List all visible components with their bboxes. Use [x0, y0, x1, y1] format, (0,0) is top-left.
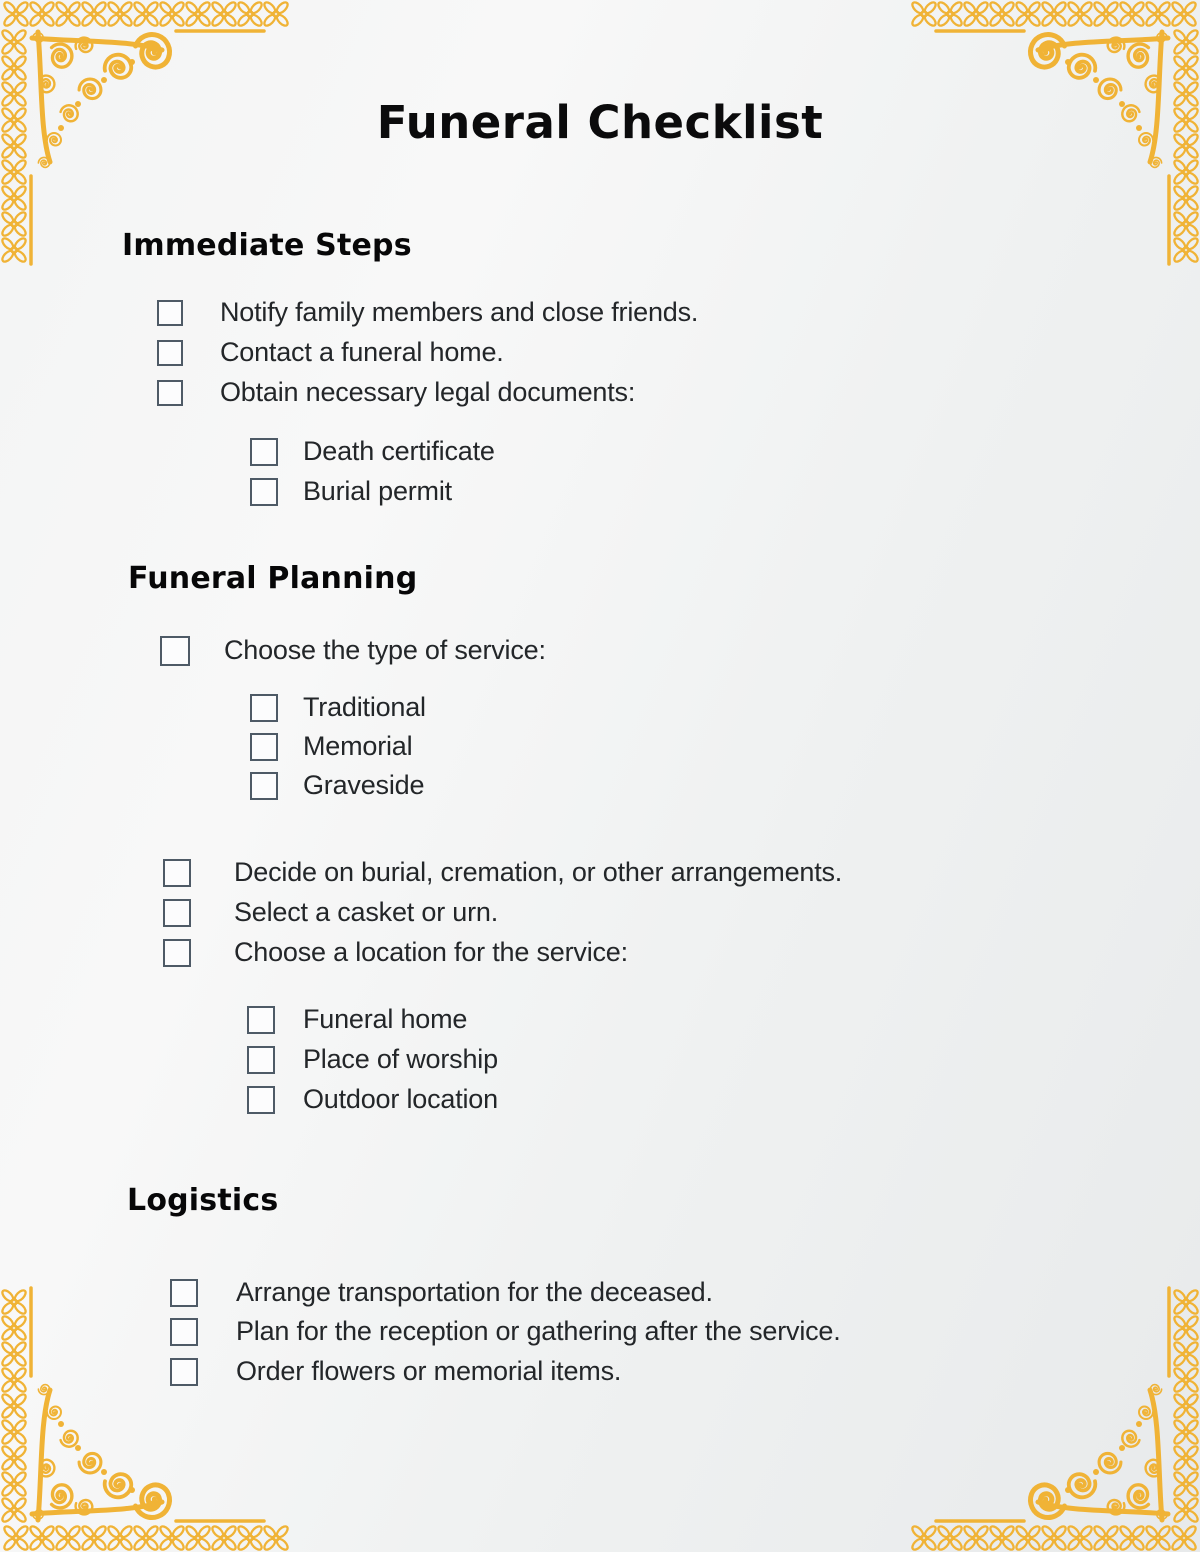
checklist-subitem-label: Burial permit [303, 476, 452, 506]
checklist-subitem-label: Traditional [303, 692, 426, 722]
corner-ornament-bottom-right-icon [820, 1172, 1200, 1552]
checklist-subrow [247, 1085, 498, 1115]
checkbox[interactable] [250, 438, 278, 466]
checkbox[interactable] [170, 1318, 198, 1346]
checklist-row [157, 378, 635, 408]
checkbox[interactable] [163, 939, 191, 967]
checkbox[interactable] [247, 1046, 275, 1074]
section-heading-funeral-planning: Funeral Planning [128, 561, 418, 596]
checklist-subitem-label: Graveside [303, 770, 425, 800]
checkbox[interactable] [247, 1006, 275, 1034]
checkbox[interactable] [160, 636, 190, 666]
checkbox[interactable] [250, 772, 278, 800]
checklist-row [160, 636, 546, 666]
checklist-subitem-label: Memorial [303, 731, 413, 761]
checklist-subrow [247, 1005, 467, 1035]
checkbox[interactable] [250, 733, 278, 761]
checklist-item-label: Arrange transportation for the deceased. [236, 1277, 713, 1307]
checklist-row [157, 338, 504, 368]
checklist-subrow [250, 771, 424, 801]
checklist-row [170, 1278, 713, 1308]
checklist-row [163, 898, 498, 928]
checklist-item-label: Choose the type of service: [224, 635, 546, 666]
checklist-item-label: Decide on burial, cremation, or other arrangements. [234, 857, 843, 887]
checklist-item-label: Contact a funeral home. [220, 337, 504, 367]
checklist-subrow [247, 1045, 498, 1075]
checkbox[interactable] [157, 300, 183, 326]
checkbox[interactable] [163, 899, 191, 927]
checklist-subitem-label: Death certificate [303, 436, 495, 466]
checkbox[interactable] [170, 1279, 198, 1307]
checklist-row [170, 1357, 621, 1387]
checklist-subitem-label: Outdoor location [303, 1084, 498, 1114]
checkbox[interactable] [157, 340, 183, 366]
checklist-subrow [250, 732, 412, 762]
checkbox[interactable] [250, 478, 278, 506]
page-title: Funeral Checklist [376, 96, 824, 149]
checklist-subrow [250, 693, 426, 723]
checklist-subrow [250, 477, 452, 507]
corner-ornament-top-right-icon [820, 0, 1200, 380]
section-heading-logistics: Logistics [127, 1183, 279, 1218]
checklist-row [163, 858, 842, 888]
checklist-item-label: Choose a location for the service: [234, 937, 628, 967]
checkbox[interactable] [163, 859, 191, 887]
checklist-item-label: Order flowers or memorial items. [236, 1356, 622, 1386]
checkbox[interactable] [247, 1086, 275, 1114]
checklist-item-label: Plan for the reception or gathering after the service. [236, 1316, 841, 1346]
checklist-item-label: Obtain necessary legal documents: [220, 377, 636, 407]
section-heading-immediate-steps: Immediate Steps [122, 228, 412, 263]
checklist-row [163, 938, 628, 968]
checkbox[interactable] [170, 1358, 198, 1386]
checkbox[interactable] [157, 380, 183, 406]
checklist-row [170, 1317, 841, 1347]
checklist-item-label: Notify family members and close friends. [220, 297, 699, 327]
checkbox[interactable] [250, 694, 278, 722]
checklist-subrow [250, 437, 495, 467]
checklist-subitem-label: Place of worship [303, 1044, 498, 1074]
checklist-item-label: Select a casket or urn. [234, 897, 499, 927]
checklist-subitem-label: Funeral home [303, 1004, 468, 1034]
checklist-row [157, 298, 698, 328]
